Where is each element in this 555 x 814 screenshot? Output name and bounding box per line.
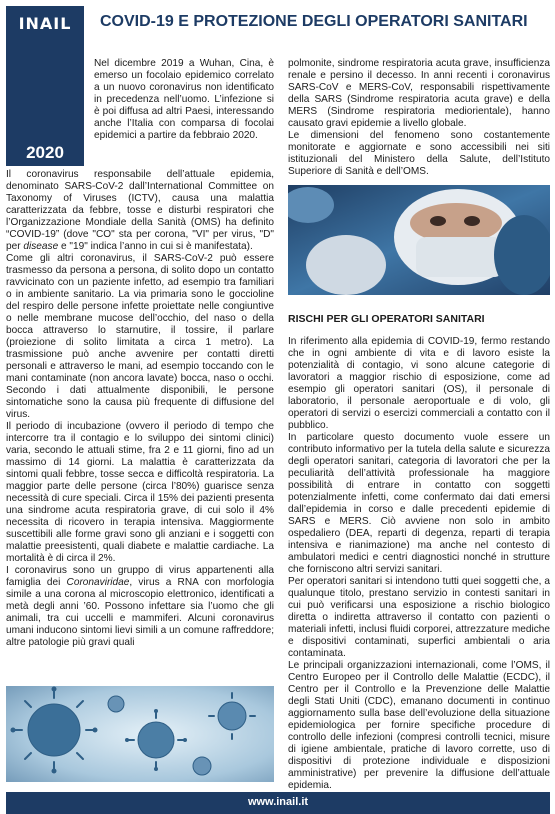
virus-illustration — [6, 686, 274, 782]
paragraph-transmission: Come gli altri coronavirus, il SARS-CoV-2 può essere trasmesso da persona a persona, di solito dopo un contatto ravvicinato con un paziente infetto, ad esempio tra familiari o in ambiente sanitario. La via primaria sono le goccioline del respiro delle persone infette proiettate nelle congiuntive o nelle membrane mucose dell’occhio, del naso o della bocca attraverso lo starnutire, il tossire, il parlare (proiezione di solito limitata a circa 1 metro). La trasmissione può anche avvenire per contatti diretti personali e attraverso le mani, ad esempio toccando con le mani contaminate (non ancora lavate) bocca, naso o occhi. Secondo i dati attualmente disponibili, le persone sintomatiche sono la causa più frequente di diffusione del virus. — [6, 253, 274, 420]
footer-bar — [6, 792, 550, 814]
paragraph-incubation: Il periodo di incubazione (ovvero il periodo di tempo che intercorre tra il contagio e lo sviluppo dei sintomi clinici) varia, secondo le attuali stime, fra 2 e 11 giorni, fino ad un massimo di 14 giorni. La malattia è caratterizzata da sintomi quali febbre, tosse secca e difficoltà respiratoria. La maggior parte delle persone (circa l’80%) guarisce senza necessità di cure speciali. Circa il 15% dei pazienti presenta una sindrome acuta respiratoria grave, di cui solo il 4% necessita di ricovero in terapia intensiva. Maggiormente suscettibili alle forme gravi sono gli anziani e i soggetti con malattie preesistenti, quali diabete e malattie cardiache. La mortalità è di circa il 2%. — [6, 421, 274, 564]
paragraph-monitoring: Le dimensioni del fenomeno sono costantemente monitorate e aggiornate e sono accessibili nei siti istituzionali del Ministero della Salute, dell’Istituto Superiore di Sanità e dell’OMS. — [288, 130, 550, 177]
paragraph-definition-operators: Per operatori sanitari si intendono tutti quei soggetti che, a qualunque titolo, prestano servizio in contesti sanitari in cui può verificarsi una esposizione a rischio biologico diretta o indiretta attraverso il contatto con pazienti o materiali infetti, inclusi fluidi corporei, attrezzature mediche e dispositivi contaminati, superfici ambientali o aria contaminata. — [288, 576, 550, 659]
paragraph-coronaviridae: I coronavirus sono un gruppo di virus appartenenti alla famiglia dei Coronaviridae, virus a RNA con morfologia simile a una corona al microscopio elettronico, identificati a metà degli anni ’60. Possono infettare sia l’uomo che gli animali, tra cui uccelli e mammiferi. Alcuni coronavirus umani inducono sintomi lievi simili a un comune raffreddore; altre patologie più gravi quali — [6, 565, 274, 648]
left-column — [6, 169, 274, 649]
virus-illustration-graphic — [6, 686, 274, 782]
right-column-top — [288, 58, 550, 178]
paragraph-international-orgs: Le principali organizzazioni internazionali, come l’OMS, il Centro Europeo per il Controllo delle Malattie (ECDC), il Centro per il Controllo e la Prevenzione delle Malattie degli Stati Uniti (CDC), emanano documenti in continuo aggiornamento sulla base dell’evoluzione della situazione epidemiologica per fornire specifiche procedure di controllo delle infezioni (compresi controlli tecnici, misure di igiene ambientale, pratiche di lavoro corrette, uso di dispositivi di protezione individuale e disposizioni amministrative) per prevenire la diffusione dell’attuale epidemia. — [288, 660, 550, 791]
section-heading: RISCHI PER GLI OPERATORI SANITARI — [288, 313, 485, 325]
inail-logo: INAIL — [18, 14, 72, 33]
right-column-bottom — [288, 336, 550, 792]
year-label: 2020 — [26, 143, 64, 162]
brand-sidebar — [6, 6, 84, 166]
footer-url[interactable]: www.inail.it — [247, 796, 309, 808]
surgeons-photo-graphic — [288, 185, 550, 295]
paragraph-risk-categories: In riferimento alla epidemia di COVID-19, fermo restando che in ogni ambiente di vita e di lavoro esiste la potenzialità di contagio, vi sono alcune categorie di lavoratori a maggior rischio di esposizione, come ad esempio gli operatori sanitari (OS), il personale di laboratorio, il personale aeroportuale e di volo, gli operatori di servizi o esercizi commerciali a contatto con il pubblico. — [288, 336, 550, 431]
paragraph-document-purpose: In particolare questo documento vuole essere un contributo informativo per la tutela della salute e sicurezza degli operatori sanitari, categoria di lavoratori che per la peculiarità dell’attività professionale ha maggiore possibilità di entrare in contatto con soggetti potenzialmente infetti, come confermato dai dati emersi dall’epidemia in corso e dalle precedenti epidemie di SARS e MERS. Ciò avviene non solo in ambito ospedaliero (DEA, reparti di degenza, reparti di terapia intensiva e rianimazione) ma anche nel contesto di ambulatori medici e centri diagnostici nonché in strutture che forniscono altri servizi sanitari. — [288, 432, 550, 575]
page-title: COVID-19 E PROTEZIONE DEGLI OPERATORI SANITARI — [100, 13, 528, 30]
surgeons-photo — [288, 185, 550, 295]
paragraph-sars-mers: polmonite, sindrome respiratoria acuta grave, insufficienza renale e persino il decesso. In anni recenti i coronavirus SARS-CoV e MERS-CoV, responsabili rispettivamente della SARS (Sindrome respiratoria acuta grave) e della MERS (Sindrome respiratoria mediorientale), hanno causato gravi epidemie a livello globale. — [288, 58, 550, 129]
paragraph-definition: Il coronavirus responsabile dell’attuale epidemia, denominato SARS-CoV-2 dall’International Committee on Taxonomy of Viruses (ICTV), causa una malattia caratterizzata da febbre, tosse e disturbi respiratori che l’Organizzazione Mondiale della Sanità (OMS) ha definito “COVID-19” (dove "CO" sta per corona, "VI" per virus, "D" per disease e "19" indica l’anno in cui si è manifestata). — [6, 169, 274, 252]
intro-text: Nel dicembre 2019 a Wuhan, Cina, è emerso un focolaio epidemico correlato a un nuovo coronavirus non identificato in precedenza nell’uomo. L’infezione si è poi diffusa ad altri Paesi, interessando anche l’Italia con comparsa di focolai epidemici a partire da febbraio 2020. — [94, 58, 274, 141]
intro-paragraph — [94, 58, 274, 142]
